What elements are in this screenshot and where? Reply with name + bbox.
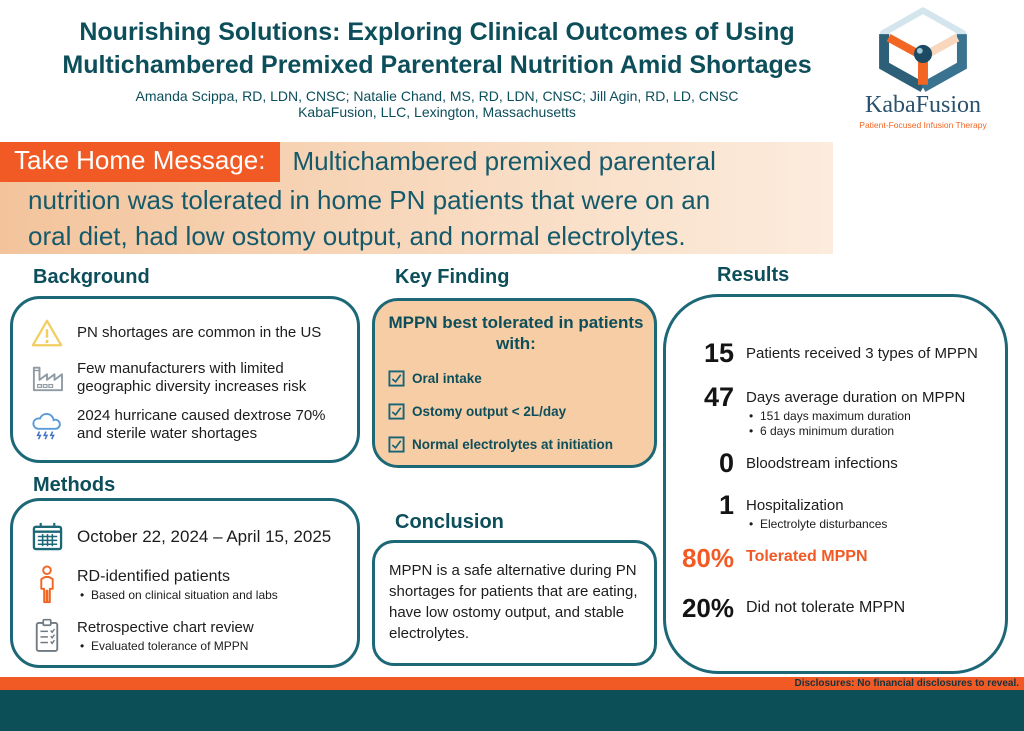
background-item xyxy=(27,360,347,396)
conclusion-heading: Conclusion xyxy=(395,511,504,533)
methods-box xyxy=(10,498,360,668)
calendar-icon xyxy=(27,521,67,552)
stat-label: Did not tolerate MPPN xyxy=(746,599,906,616)
methods-item-bullet: • Based on clinical situation and labs xyxy=(77,588,278,603)
stat-value: 47 xyxy=(703,382,734,412)
kabafusion-logo xyxy=(834,6,1012,130)
poster-title xyxy=(0,16,874,82)
background-item-text: Few manufacturers with limited geographic diversity increases risk xyxy=(77,360,307,395)
authors: Amanda Scippa, RD, LDN, CNSC; Natalie Chand, MS, RD, LDN, CNSC; Jill Agin, RD, LD, CNSC xyxy=(135,88,739,104)
take-home-line-2: nutrition was tolerated in home PN patients that were on an xyxy=(28,185,711,215)
methods-heading: Methods xyxy=(33,474,116,496)
background-heading: Background xyxy=(33,266,150,288)
methods-item-bullet: • Evaluated tolerance of MPPN xyxy=(77,639,254,654)
stat-row xyxy=(674,339,993,367)
footer-teal-bar xyxy=(0,690,1024,731)
affiliation: KabaFusion, LLC, Lexington, Massachusetts xyxy=(298,104,576,120)
background-box xyxy=(10,296,360,463)
key-finding-box xyxy=(372,298,657,468)
logo-name: KabaFusion xyxy=(865,92,981,118)
stat-value: 15 xyxy=(703,338,734,368)
stat-value: 1 xyxy=(718,490,734,520)
results-heading: Results xyxy=(717,264,790,286)
key-finding-heading: Key Finding xyxy=(395,266,510,288)
conclusion-text: MPPN is a safe alternative during PN shortages for patients that are eating, have low ostomy output, and stable electrolytes. xyxy=(389,562,638,642)
stat-bullet: • 6 days minimum duration xyxy=(746,424,965,439)
stat-row xyxy=(674,383,993,439)
checkbox-checked-icon xyxy=(388,370,405,387)
storm-cloud-icon xyxy=(27,409,67,441)
header xyxy=(0,16,874,120)
stat-label: Days average duration on MPPN xyxy=(746,389,966,406)
stat-row-tolerated xyxy=(674,544,993,572)
stat-label: Hospitalization xyxy=(746,497,844,514)
disclosure-text: Disclosures: No financial disclosures to reveal. xyxy=(794,678,1019,689)
key-finding-item-label: Oral intake xyxy=(412,371,482,386)
background-item xyxy=(27,407,347,443)
methods-item xyxy=(27,618,349,654)
stat-bullet: • 151 days maximum duration xyxy=(746,409,965,424)
stat-label: Tolerated MPPN xyxy=(746,548,868,565)
stat-label: Patients received 3 types of MPPN xyxy=(746,345,978,362)
logo-tagline: Patient-Focused Infusion Therapy xyxy=(859,120,987,130)
title-line-1: Nourishing Solutions: Exploring Clinical Outcomes of Using xyxy=(79,18,795,46)
checkbox-checked-icon xyxy=(388,403,405,420)
background-item-text: PN shortages are common in the US xyxy=(77,324,322,341)
results-box xyxy=(663,294,1008,674)
stat-row xyxy=(674,491,993,532)
checkbox-checked-icon xyxy=(388,436,405,453)
key-finding-item xyxy=(388,370,644,387)
stat-label: Bloodstream infections xyxy=(746,455,898,472)
methods-item-text: October 22, 2024 – April 15, 2025 xyxy=(77,527,332,546)
cube-logo-icon xyxy=(834,6,1012,92)
conclusion-box xyxy=(372,540,657,666)
background-item xyxy=(27,317,347,349)
warning-icon xyxy=(27,317,67,349)
stat-row xyxy=(674,449,993,477)
stat-value: 0 xyxy=(718,448,734,478)
clipboard-icon xyxy=(27,618,67,654)
stat-row-not-tolerated xyxy=(674,594,993,622)
key-finding-item xyxy=(388,403,644,420)
title-line-2: Multichambered Premixed Parenteral Nutrition Amid Shortages xyxy=(62,51,812,79)
take-home-label: Take Home Message: xyxy=(0,142,280,182)
key-finding-item-label: Ostomy output < 2L/day xyxy=(412,404,567,419)
key-finding-item-label: Normal electrolytes at initiation xyxy=(412,437,614,452)
person-icon xyxy=(27,565,67,605)
take-home-banner xyxy=(0,142,833,254)
factory-icon xyxy=(27,363,67,393)
stat-value: 20% xyxy=(681,593,734,623)
methods-item xyxy=(27,521,349,552)
stat-bullet: • Electrolyte disturbances xyxy=(746,517,887,532)
methods-item-text: Retrospective chart review xyxy=(77,619,254,636)
methods-item-text: RD-identified patients xyxy=(77,568,230,585)
take-home-line-1: Multichambered premixed parenteral xyxy=(292,146,716,176)
key-finding-item xyxy=(388,436,644,453)
stat-value: 80% xyxy=(681,543,734,573)
key-finding-title: MPPN best tolerated in patients with: xyxy=(388,313,644,353)
methods-item xyxy=(27,565,349,605)
background-item-text: 2024 hurricane caused dextrose 70% and sterile water shortages xyxy=(77,407,326,442)
take-home-line-3: oral diet, had low ostomy output, and normal electrolytes. xyxy=(28,221,686,251)
